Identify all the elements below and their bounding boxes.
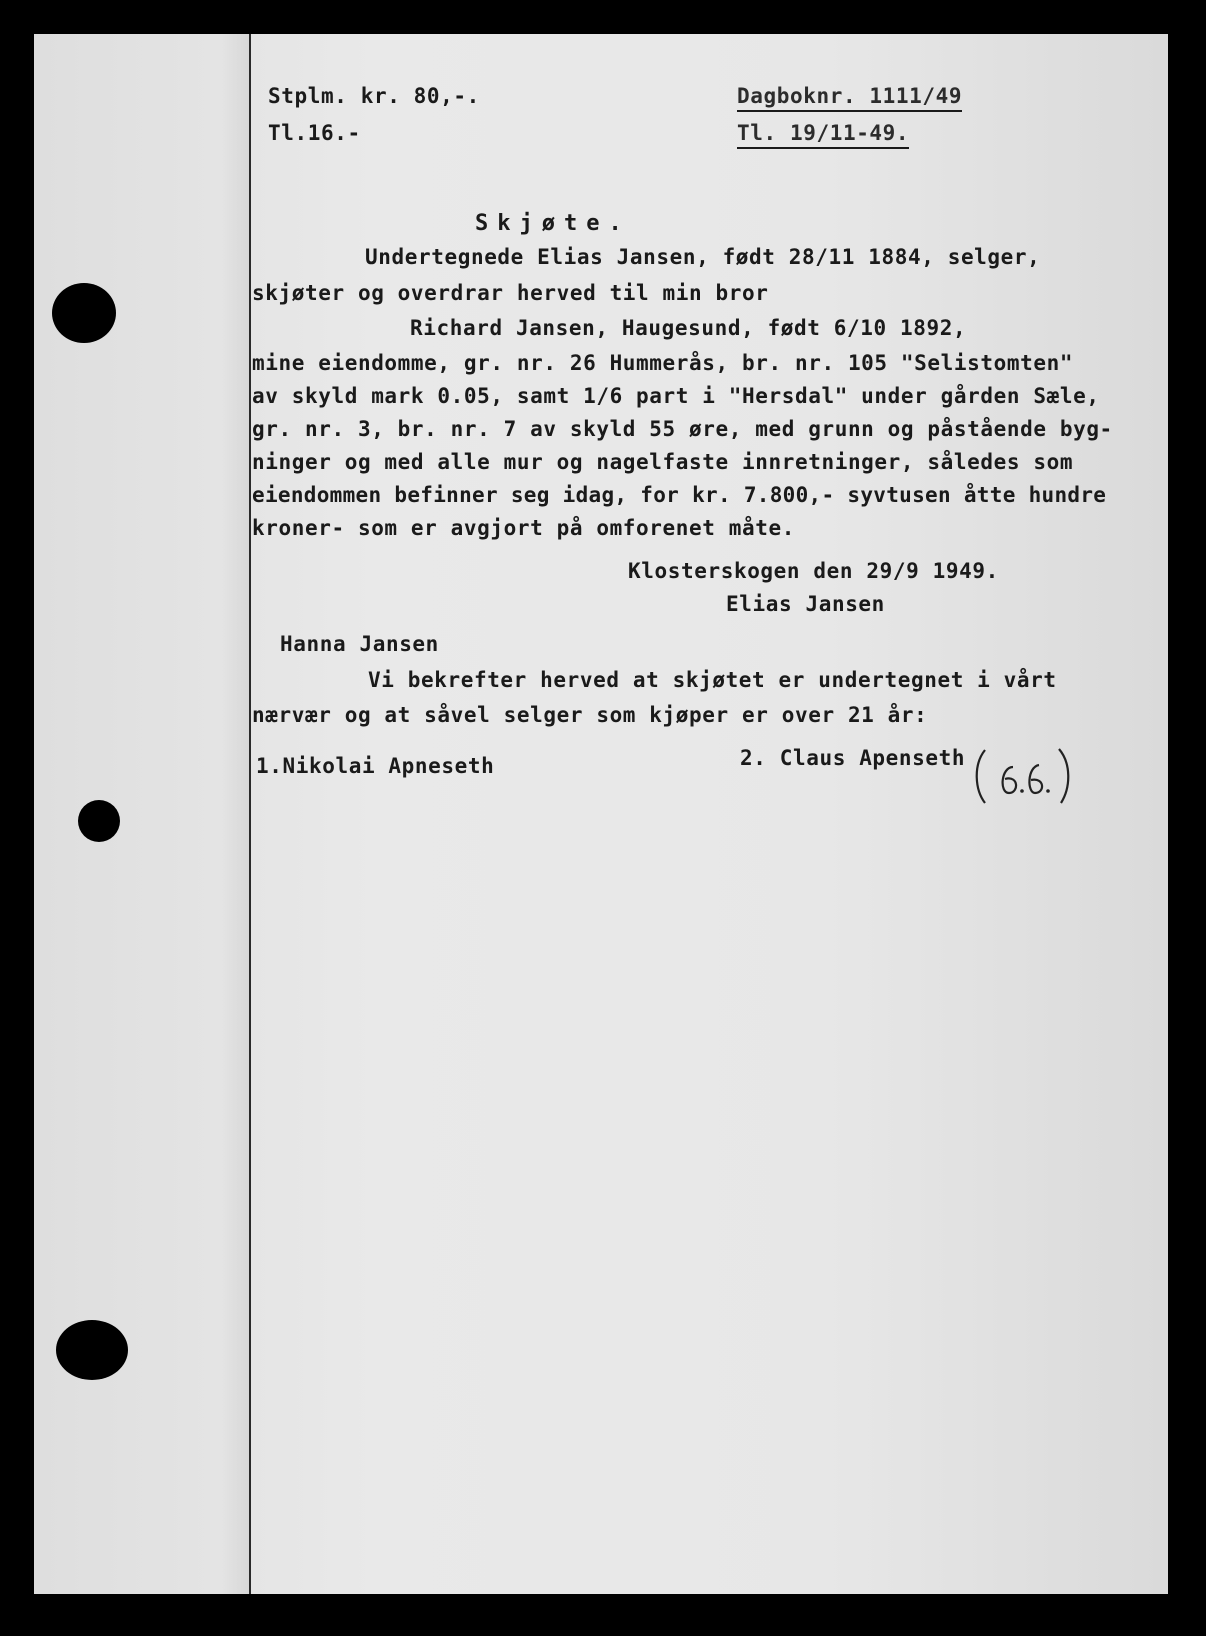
deed-body-line: kroner- som er avgjort på omforenet måte.: [252, 516, 795, 540]
deed-body-line: eiendommen befinner seg idag, for kr. 7.800,- syvtusen åtte hundre: [252, 483, 1107, 507]
margin-shade: [221, 34, 249, 1594]
witness-2: 2. Claus Apenseth: [740, 746, 966, 770]
deed-body-line: mine eiendomme, gr. nr. 26 Hummerås, br. nr. 105 "Selistomten": [252, 351, 1074, 375]
punch-hole-middle: [78, 800, 120, 842]
deed-body-line: av skyld mark 0.05, samt 1/6 part i "Hersdal" under gården Sæle,: [252, 384, 1100, 408]
deed-body-line: Undertegnede Elias Jansen, født 28/11 1884, selger,: [365, 245, 1041, 269]
deed-body-line: Richard Jansen, Haugesund, født 6/10 1892,: [410, 316, 967, 340]
tl-fee: Tl.16.-: [268, 121, 361, 145]
punch-hole-top: [52, 283, 116, 343]
buyer-signature: Hanna Jansen: [280, 632, 439, 656]
witness-1: 1.Nikolai Apneseth: [256, 754, 495, 778]
deed-body-line: gr. nr. 3, br. nr. 7 av skyld 55 øre, med grunn og påstående byg-: [252, 417, 1113, 441]
handwritten-note: [975, 745, 1075, 805]
deed-title: Skjøte.: [475, 211, 631, 236]
witness-statement-line: nærvær og at såvel selger som kjøper er over 21 år:: [252, 703, 928, 727]
seller-signature: Elias Jansen: [726, 592, 885, 616]
witness-statement-line: Vi bekrefter herved at skjøtet er undertegnet i vårt: [368, 668, 1057, 692]
tl-date: Tl. 19/11-49.: [737, 123, 909, 149]
deed-body-line: skjøter og overdrar herved til min bror: [252, 281, 769, 305]
deed-body-line: ninger og med alle mur og nagelfaste innretninger, således som: [252, 450, 1074, 474]
margin-rule: [249, 34, 251, 1594]
diary-number: Dagboknr. 1111/49: [737, 86, 962, 112]
punch-hole-bottom: [56, 1320, 128, 1380]
stamp-fee: Stplm. kr. 80,-.: [268, 84, 480, 108]
place-date: Klosterskogen den 29/9 1949.: [628, 559, 999, 583]
